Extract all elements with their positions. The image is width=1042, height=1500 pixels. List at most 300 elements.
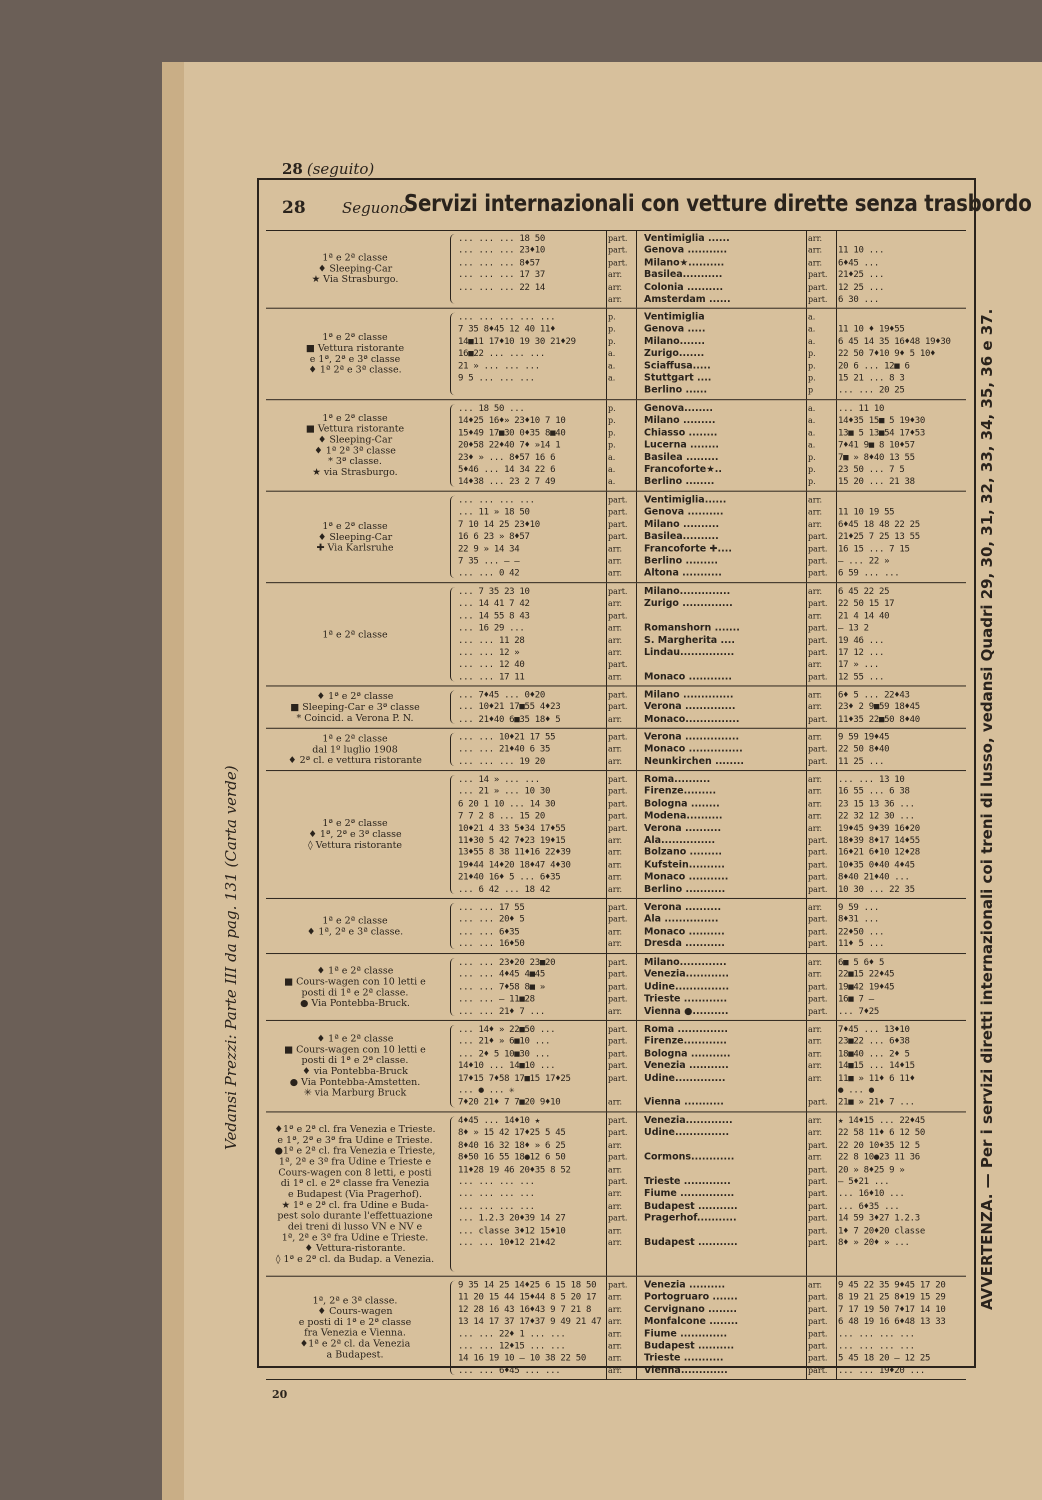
dep-arr-marker-left-row: part. [608,982,628,992]
times-northbound-row: 16 15 ... 7 15 [838,544,910,555]
service-description-line: 1ª e 2ª classe [322,252,388,264]
dep-arr-marker-right [806,230,837,308]
times-northbound-row: 22 32 12 30 ... [838,811,915,822]
times-northbound-row: 21♦25 ... [838,270,885,281]
station-list-row: Fiume ............. [644,1328,728,1340]
times-southbound-row: 14♦25 16♦» 23♦10 7 10 [458,416,566,427]
dep-arr-marker-right-row: part. [808,1189,828,1199]
times-southbound-row: ... ... ... 8♦57 [458,258,540,269]
station-list [636,309,807,400]
times-southbound-row: 16■22 ... ... ... [458,349,546,360]
station-list-row: Ala............... [644,835,716,846]
times-northbound-row: 16♦21 6♦10 12♦28 [838,848,920,859]
service-description-line: 1ª e 2ª classe [322,818,388,830]
times-northbound-row: 7■ » 8♦40 13 55 [838,452,915,463]
station-list-row: Udine............... [644,981,730,993]
service-description-line: di 1ª cl. e 2ª classe fra Venezia [280,1177,430,1189]
dep-arr-marker-left [606,492,637,583]
service-description [266,230,444,308]
dep-arr-marker-left-row: part. [608,732,628,742]
times-northbound-row: 13■ 5 13■54 17♦53 [838,428,926,439]
dep-arr-marker-right-row: arr. [808,495,823,505]
dep-arr-marker-left [606,583,637,685]
times-southbound-row: 23♦ » ... 8♦57 16 6 [458,452,556,463]
station-list-row: Chiasso ........ [644,427,718,439]
dep-arr-marker-left-row: arr. [608,1317,623,1327]
service-description-line: 1ª, 2ª e 3ª classe. [312,1295,398,1307]
times-northbound-row: 11 10 19 55 [838,507,895,518]
station-list-row: Stuttgart .... [644,372,712,384]
dep-arr-marker-right-row: a. [808,440,816,450]
times-northbound [836,230,966,308]
service-description-line: 1ª, 2ª e 3ª fra Udine e Trieste e [278,1156,432,1168]
times-southbound [456,729,607,770]
station-list-row: Milano★.......... [644,257,725,269]
service-description [266,729,444,770]
station-list-row: Colonia .......... [644,281,724,293]
times-southbound-row: 22 9 » 14 34 [458,544,520,555]
station-list-row: Ventimiglia [644,311,705,323]
dep-arr-marker-left-row: a. [608,373,616,383]
dep-arr-marker-left-row [606,1085,638,1097]
dep-arr-marker-left-row: part. [608,1152,628,1162]
times-southbound-row: ... 14♦ » 22■50 ... [458,1024,556,1035]
dep-arr-marker-right-row: arr. [808,1073,823,1083]
dep-arr-marker-right [806,771,837,898]
dep-arr-marker-right-row: part. [808,714,828,724]
dep-arr-marker-left [606,771,637,898]
times-northbound-row: — 5♦21 ... [838,1177,890,1188]
times-southbound-row: ... ... 0 42 [458,568,520,579]
station-list-row: Monaco ........... [644,871,729,883]
times-northbound [836,1112,966,1275]
dep-arr-marker-right-row: a. [808,404,816,413]
service-description-line: * 3ª classe. [328,456,382,468]
times-southbound [456,400,607,491]
times-southbound-row: ... ... 4♦45 4■45 [458,970,546,980]
station-list-row [636,1085,814,1097]
dep-arr-marker-right-row: arr. [808,520,823,529]
times-southbound-row: 13 14 17 37 17♦37 9 49 21 47 [458,1317,602,1328]
service-description-line: ♦ 1ª e 2ª classe [316,965,394,977]
dep-arr-marker-right-row: part. [808,1201,828,1211]
dep-arr-marker-left-row: arr. [608,1305,623,1314]
station-list-row: Roma.......... [644,774,711,785]
station-list-row: Milano .......... [644,519,720,530]
dep-arr-marker-left-row: part. [608,690,628,700]
dep-arr-marker-left-row: p. [608,416,616,426]
times-southbound-row: 14♦10 ... 14■10 ... [458,1061,556,1072]
dep-arr-marker-left-row: arr. [608,884,623,894]
times-southbound-row: ... ... ... ... [458,495,535,506]
times-northbound-row: 12 25 ... [838,282,885,293]
service-description [266,954,444,1020]
service-block [266,729,966,771]
times-southbound-row: ... ... 6♦45 ... ... [458,1366,561,1376]
station-list-row: Udine.............. [644,1072,726,1084]
dep-arr-marker-right-row: part. [808,672,828,682]
times-southbound-row: 19♦44 14♦20 18♦47 4♦30 [458,860,571,871]
dep-arr-marker-left-row: part. [608,811,628,821]
dep-arr-marker-left-row: p. [608,428,616,438]
times-southbound-row: ... ... 6♦35 [458,927,520,938]
dep-arr-marker-left-row: arr. [608,648,623,657]
page-footer-number: 20 [272,1388,288,1401]
running-header-number: 28 [282,160,303,178]
service-block [266,400,966,491]
dep-arr-marker-left-row: a. [608,361,616,371]
station-list-row: Cormons............ [644,1151,735,1163]
service-description-line: ★ via Strasburgo. [312,467,398,478]
dep-arr-marker-right [806,954,837,1020]
times-southbound [456,954,607,1020]
service-description-line: ■ Cours-wagen con 10 letti e [284,1044,426,1056]
station-list-row: Genova........ [644,403,714,414]
times-northbound-row: 22 58 11♦ 6 12 50 [838,1128,926,1139]
service-description-line: pest solo durante l'effettuazione [277,1210,433,1222]
station-list-row: Monaco ............... [644,743,743,755]
station-list-row: Venezia ........... [644,1060,729,1072]
dep-arr-marker-left-row: part. [608,660,628,670]
dep-arr-marker-right-row: arr. [808,970,823,980]
dep-arr-marker-right-row: part. [808,1213,828,1223]
times-southbound-row: ... ... 21♦40 6 35 [458,744,551,755]
dep-arr-marker-right-row: part. [808,623,828,633]
service-block [266,1021,966,1112]
service-description-line: ♦ Sleeping-Car [317,263,393,275]
station-list-row: Monaco ............ [644,671,732,683]
service-description-line: ● Via Pontebba-Amstetten. [289,1077,421,1088]
dep-arr-marker-left-row: arr. [608,1341,623,1351]
times-northbound-row: 11♦ 5 ... [838,939,885,950]
dep-arr-marker-right-row: a. [808,428,816,438]
station-list-row [636,1225,814,1237]
dep-arr-marker-left-row: arr. [608,556,623,566]
service-description-line: Cours-wagen con 8 letti, e posti [278,1167,432,1178]
times-northbound-row: 20 » 8♦25 9 » [838,1165,905,1175]
service-description-line: ♦ 1ª, 2ª e 3ª classe [308,829,402,840]
dep-arr-marker-right-row: part. [808,1317,828,1327]
times-southbound-row: 9 35 14 25 14♦25 6 15 18 50 [458,1280,597,1291]
dep-arr-marker-left-row: arr. [608,1238,623,1248]
times-southbound [456,1021,607,1112]
times-southbound-row: 9 5 ... ... ... [458,373,535,384]
station-list-row [636,611,814,623]
dep-arr-marker-right-row: arr. [808,823,823,833]
service-description-line: e posti di 1ª e 2ª classe [298,1317,412,1328]
times-northbound-row: 1♦ 7 20♦20 classe [838,1226,926,1236]
running-header [282,160,374,178]
dep-arr-marker-right-row: p. [808,361,816,371]
dep-arr-marker-left-row: part. [608,1049,628,1059]
times-northbound-row: 19 46 ... [838,635,885,646]
station-list-row: Romanshorn ....... [644,622,740,634]
dep-arr-marker-right-row: arr. [808,732,823,742]
service-description-line: ■ Cours-wagen con 10 letti e [284,976,426,987]
service-description-line: 1ª, 2ª e 3ª fra Udine e Trieste. [281,1231,429,1243]
dep-arr-marker-right-row [806,1085,838,1097]
times-northbound [836,771,966,898]
dep-arr-marker-left [606,686,637,727]
station-list-row: Altona ........... [644,567,722,579]
times-southbound-row: 11♦30 5 42 7♦23 19♦15 [458,835,566,846]
station-list [636,771,807,898]
dep-arr-marker-left-row: arr. [608,744,623,754]
dep-arr-marker-right-row: part. [808,599,828,609]
service-block [266,492,966,583]
times-southbound-row: 11 20 15 44 15♦44 8 5 20 17 [458,1292,597,1303]
dep-arr-marker-right-row: part. [808,282,828,292]
dep-arr-marker-left-row: part. [608,1280,628,1290]
dep-arr-marker-left-row: arr. [608,872,623,882]
dep-arr-marker-right-row: part. [808,1341,828,1351]
times-southbound-row: ... ... 12 40 [458,660,525,671]
times-northbound [836,583,966,685]
dep-arr-marker-right-row: arr. [808,1116,823,1126]
station-list-row: Milano .............. [644,689,734,701]
dep-arr-marker-right-row: part. [808,927,828,937]
times-southbound-row: ... ... 10♦12 21♦42 [458,1238,556,1249]
dep-arr-marker-left-row: arr. [608,939,623,949]
service-description [266,1112,444,1275]
dep-arr-marker-right-row: part. [808,1098,828,1107]
dep-arr-marker-left-row: arr. [608,1292,623,1302]
station-list-row: Francoforte★.. [644,464,722,475]
times-northbound-row: 11 10 ... [838,246,885,256]
dep-arr-marker-right-row: part. [808,1165,828,1174]
times-northbound-row [836,233,968,245]
dep-arr-marker-right [806,1277,837,1379]
service-description-line: ■ Vettura ristorante [305,423,405,435]
times-northbound-row: 16 55 ... 6 38 [838,787,910,798]
station-list-row: Verona ............... [644,731,740,743]
dep-arr-marker-left [606,899,637,953]
dep-arr-marker-left-row: arr. [608,835,623,845]
station-list-row: Bolzano ......... [644,847,723,859]
times-northbound [836,686,966,727]
service-description-line: ● Via Pontebba-Bruck. [300,997,410,1009]
dep-arr-marker-right-row: part. [808,544,828,554]
times-southbound-row: 8♦ » 15 42 17♦25 5 45 [458,1128,566,1139]
station-list-row: Pragerhof........... [644,1212,737,1224]
times-southbound-row: ... classe 3♦12 15♦10 [458,1226,566,1236]
dep-arr-marker-right-row: part. [808,744,828,754]
times-southbound-row: ... 14 41 7 42 [458,599,530,610]
times-southbound-row: 7 35 ... — — [458,556,520,567]
dep-arr-marker-left-row: arr. [608,635,623,645]
dep-arr-marker-left-row: part. [608,587,628,596]
times-southbound-row: 6 20 1 10 ... 14 30 [458,799,556,810]
station-list-row: Budapest ........... [644,1237,738,1249]
times-southbound [456,309,607,400]
station-list-row [636,1164,814,1176]
dep-arr-marker-right-row: part. [808,635,828,645]
service-description-line: ◊ Vettura ristorante [307,839,403,851]
dep-arr-marker-right-row: part. [808,982,828,992]
times-northbound-row: 18■40 ... 2♦ 5 [838,1049,910,1060]
times-northbound-row: 21 4 14 40 [838,611,890,622]
service-description-line: a Budapest. [326,1349,384,1361]
service-description-line: ♦ 1ª e 2ª classe [316,690,394,702]
station-list [636,899,807,953]
times-southbound-row: 8♦40 16 32 18♦ » 6 25 [458,1140,566,1151]
station-list-row: Bologna ........ [644,798,720,810]
dep-arr-marker-left-row: arr. [608,714,623,724]
dep-arr-marker-left-row: p. [608,337,616,346]
dep-arr-marker-left-row: arr. [608,599,623,609]
service-block [266,1112,966,1276]
service-description [266,1021,444,1112]
station-list-row: S. Margherita .... [644,634,735,646]
service-description-line: ♦ 1ª 2ª 3ª classe [314,445,396,457]
service-description [266,1277,444,1379]
dep-arr-marker-right-row: arr. [808,587,823,596]
dep-arr-marker-left-row: arr. [608,1329,623,1339]
station-list-row: Trieste ........... [644,1352,724,1364]
station-list-row: Modena.......... [644,810,723,822]
station-list-row: Monaco............... [644,713,740,725]
dep-arr-marker-right-row: part. [808,1140,828,1150]
dep-arr-marker-left-row: a. [608,465,616,474]
times-northbound-row: — 13 2 [838,623,869,634]
times-northbound-row: 6 59 ... ... [838,568,900,579]
dep-arr-marker-right-row: part. [808,1353,828,1363]
dep-arr-marker-left-row: arr. [608,282,623,292]
times-southbound-row: 10♦21 4 33 5♦34 17♦55 [458,823,566,834]
service-description-line: * Coincid. a Verona P. N. [296,712,414,724]
times-northbound-row: ... ... 20 25 [838,385,905,396]
station-list-row: Venezia .......... [644,1279,726,1291]
times-northbound-row: 22 8 10●23 11 36 [838,1152,920,1163]
dep-arr-marker-left [606,954,637,1020]
times-northbound-row: 14♦35 15■ 5 19♦30 [838,416,926,427]
service-block [266,899,966,954]
station-list-row: Dresda ........... [644,938,725,950]
service-description-line: ♦1ª e 2ª cl. da Venezia [299,1338,411,1350]
times-southbound-row: ... 21 » ... 10 30 [458,787,551,798]
dep-arr-marker-right [806,309,837,400]
times-southbound-row: ... ... 17 55 [458,902,525,913]
dep-arr-marker-left-row: arr. [608,757,623,766]
times-northbound-row: ... 6♦35 ... [838,1201,900,1212]
dep-arr-marker-left [606,230,637,308]
times-northbound-row: 7 17 19 50 7♦17 14 10 [838,1305,946,1315]
times-northbound-row: ● ... ● [838,1085,874,1096]
station-list-row: Venezia............. [644,1115,733,1127]
dep-arr-marker-right-row: arr. [808,246,823,255]
dep-arr-marker-right-row: arr. [808,1280,823,1290]
dep-arr-marker-right-row: part. [808,835,828,845]
dep-arr-marker-right [806,729,837,770]
dep-arr-marker-left-row: part. [608,823,628,833]
station-list-row: Amsterdam ...... [644,293,731,305]
station-list [636,686,807,727]
times-northbound-row: 6 48 19 16 6♦48 13 33 [838,1317,946,1328]
dep-arr-marker-left-row: part. [608,1024,628,1034]
dep-arr-marker-right-row: part. [808,270,828,280]
times-southbound-row: ... ... ... 18 50 [458,233,546,244]
times-northbound-row: 6 45 22 25 [838,587,890,597]
times-southbound-row: ... ... — 11■28 [458,994,535,1005]
times-northbound-row: 18♦39 8♦17 14♦55 [838,835,920,846]
service-description-line: posti di 1ª e 2ª classe. [301,1055,409,1067]
station-list-row: Ala ............... [644,914,719,925]
station-list-row: Bologna ........... [644,1048,731,1060]
times-southbound-row: 14♦38 ... 23 2 7 49 [458,477,556,488]
times-northbound-row: 15 20 ... 21 38 [838,477,915,488]
service-description-line: ■ Vettura ristorante [305,343,405,354]
dep-arr-marker-right-row: arr. [808,233,823,243]
timetable-title-row [266,186,1032,231]
side-note-prices: Vedansi Prezzi: Parte III da pag. 131 (Carta verde) [222,765,240,1150]
station-list-row: Francoforte ✚.... [644,543,732,555]
service-description-line: ★ 1ª e 2ª cl. fra Udine e Buda- [281,1199,429,1211]
dep-arr-marker-left-row: part. [608,1177,628,1187]
times-southbound-row: ... ... ... ... [458,1201,535,1212]
dep-arr-marker-left-row: part. [608,970,628,980]
service-description [266,309,444,400]
times-southbound-row: 7 10 14 25 23♦10 [458,520,540,530]
dep-arr-marker-right-row: part. [808,294,828,304]
station-list-row: Milano............. [644,956,727,968]
station-list [636,1112,807,1275]
times-northbound-row: 21♦25 7 25 13 55 [838,532,920,543]
dep-arr-marker-left [606,1277,637,1379]
dep-arr-marker-right-row: part. [808,532,828,542]
times-southbound-row: ... ... ... 22 14 [458,282,546,293]
service-description-line: ✚ Via Karlsruhe [316,542,394,554]
station-list-row: Neunkirchen ........ [644,756,744,767]
times-southbound-row: ... 7♦45 ... 0♦20 [458,690,546,701]
station-list-row: Zurigo....... [644,348,705,360]
station-list-row: Vienna ........... [644,1097,724,1108]
station-list-row: Monaco .......... [644,926,725,938]
dep-arr-marker-right-row: arr. [808,1024,823,1034]
service-description-line: 1ª e 2ª classe [322,520,388,532]
dep-arr-marker-left-row: part. [608,520,628,529]
times-southbound-row: 20♦58 22♦40 7♦ »14 1 [458,440,561,451]
dep-arr-marker-right-row: p. [808,465,816,474]
title-prefix: Seguono [342,199,409,217]
dep-arr-marker-right-row: p. [808,452,816,462]
service-description-line: ★ Via Strasburgo. [311,274,399,286]
times-northbound-row: ... ... 13 10 [838,774,905,785]
dep-arr-marker-right-row: arr. [808,611,823,621]
service-description-line: ♦ Vettura-ristorante. [304,1242,406,1254]
dep-arr-marker-left-row: arr. [608,1165,623,1174]
dep-arr-marker-right-row: arr. [808,1037,823,1046]
times-southbound-row: ... ● ... ✳ [458,1085,515,1096]
dep-arr-marker-left-row: part. [608,774,628,784]
times-southbound-row: ... ... 21♦ 7 ... [458,1006,546,1017]
times-southbound-row: ... ... ... ... [458,1177,535,1188]
dep-arr-marker-right-row: arr. [808,1128,823,1138]
station-list-row: Budapest ........... [644,1200,738,1212]
times-northbound-row: 11■ » 11♦ 6 11♦ [838,1073,915,1084]
times-southbound-row: ... ... 17 11 [458,672,525,683]
dep-arr-marker-left-row: arr. [608,927,623,937]
station-list-row: Milano ......... [644,415,716,427]
dep-arr-marker-right-row: part. [808,994,828,1004]
times-southbound-row: 15♦49 17■30 0♦35 8■40 [458,428,566,439]
dep-arr-marker-right-row: part. [808,1366,828,1375]
times-northbound-row: 6♦45 ... [838,258,879,269]
times-southbound [456,686,607,727]
dep-arr-marker-left-row: part. [608,1073,628,1083]
times-southbound-row: ... ... ... ... [458,1189,535,1200]
dep-arr-marker-right-row: part. [808,860,828,870]
times-southbound-row: ... ... 7♦58 8■ » [458,982,546,993]
